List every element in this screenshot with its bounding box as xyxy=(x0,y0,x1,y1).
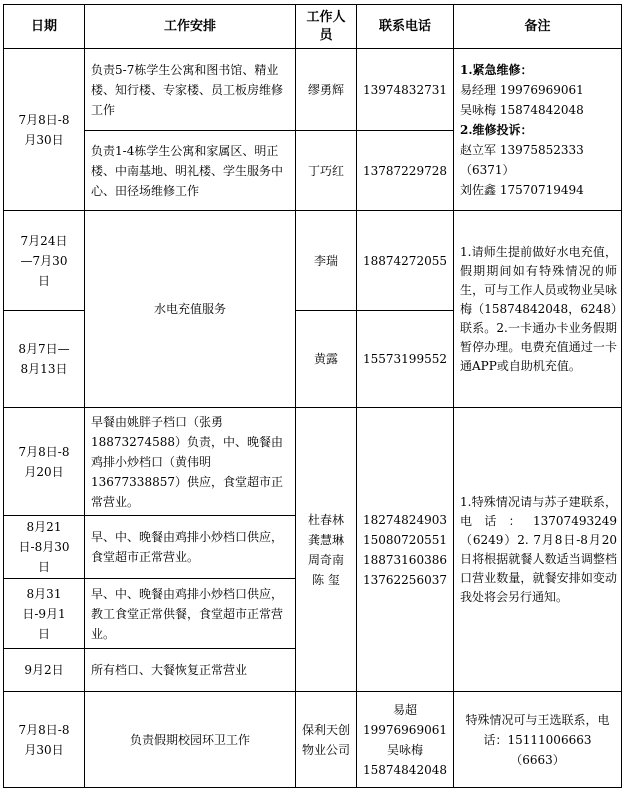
header-date: 日期 xyxy=(4,5,85,49)
date-cell: 7月24日—7月30日 xyxy=(4,211,85,311)
remark-cell: 特殊情况可与王选联系，电话：15111006663（6663） xyxy=(454,692,622,788)
phone-cell: 13787229728 xyxy=(357,131,454,211)
phone-cell xyxy=(357,692,454,788)
staff-cell: 黄露 xyxy=(296,311,357,408)
remark-cell: 1.特殊情况请与苏子建联系，电话：13707493249（6249）2. 7月8日-8月20日将根据就餐人数适当调整档口营业数量，就餐安排如变动我处将会另行通知。 xyxy=(454,408,622,692)
phone-number: 18873160386 xyxy=(363,552,447,567)
staff-cell: 缪勇辉 xyxy=(296,49,357,131)
task-cell: 早、中、晚餐由鸡排小炒档口供应，教工食堂正常供餐，食堂超市正常营业。 xyxy=(85,579,296,649)
remark-heading: 2.维修投诉： xyxy=(460,122,533,137)
remark-line: 刘佐鑫 17570719494 xyxy=(460,182,584,197)
date-cell: 8月21日-8月30日 xyxy=(4,516,85,579)
phone-cell: 13974832731 xyxy=(357,49,454,131)
header-row xyxy=(4,5,622,49)
header-phone: 联系电话 xyxy=(357,5,454,49)
contact-name: 易超 xyxy=(392,702,417,717)
phone-number: 15080720551 xyxy=(363,532,447,547)
table-row xyxy=(4,692,622,788)
phone-cell xyxy=(357,408,454,692)
date-cell: 8月31日-9月1日 xyxy=(4,579,85,649)
header-remark: 备注 xyxy=(454,5,622,49)
phone-number: 13762256037 xyxy=(363,572,447,587)
contact-name: 吴咏梅 xyxy=(386,742,423,757)
task-cell: 水电充值服务 xyxy=(85,211,296,408)
staff-cell: 丁巧红 xyxy=(296,131,357,211)
remark-heading: 1.紧急维修： xyxy=(460,62,533,77)
staff-cell: 杜春林 龚慧琳 周奇南 陈 玺 xyxy=(296,408,357,692)
date-cell: 7月8日-8月20日 xyxy=(4,408,85,516)
task-cell: 负责1-4栋学生公寓和家属区、明正楼、中南基地、明礼楼、学生服务中心、田径场维修工作 xyxy=(85,131,296,211)
remark-line: 赵立军 13975852333 xyxy=(460,142,584,157)
date-cell: 7月8日-8月30日 xyxy=(4,49,85,211)
remark-line: （6371） xyxy=(460,162,515,177)
date-cell: 8月7日—8月13日 xyxy=(4,311,85,408)
schedule-table xyxy=(3,4,622,788)
header-work: 工作安排 xyxy=(85,5,296,49)
date-cell: 9月2日 xyxy=(4,649,85,692)
phone-number: 15874842048 xyxy=(363,762,447,777)
task-cell: 负责假期校园环卫工作 xyxy=(85,692,296,788)
task-cell: 早餐由姚胖子档口（张勇18873274588）负责，中、晚餐由鸡排小炒档口（黄伟明13677338857）供应，食堂超市正常营业。 xyxy=(85,408,296,516)
phone-cell: 15573199552 xyxy=(357,311,454,408)
table-row xyxy=(4,211,622,311)
task-cell: 负责5-7栋学生公寓和图书馆、精业楼、知行楼、专家楼、员工板房维修工作 xyxy=(85,49,296,131)
task-cell: 所有档口、大餐恢复正常营业 xyxy=(85,649,296,692)
remark-line: 吴咏梅 15874842048 xyxy=(460,102,584,117)
remark-cell xyxy=(454,49,622,211)
phone-number: 19976969061 xyxy=(363,722,447,737)
staff-cell: 保利天创物业公司 xyxy=(296,692,357,788)
task-cell: 早、中、晚餐由鸡排小炒档口供应，食堂超市正常营业。 xyxy=(85,516,296,579)
table-row xyxy=(4,408,622,516)
remark-line: 易经理 19976969061 xyxy=(460,82,584,97)
staff-cell: 李瑞 xyxy=(296,211,357,311)
remark-cell: 1.请师生提前做好水电充值，假期期间如有特殊情况的师生，可与工作人员或物业吴咏梅（15874842048，6248）联系。2.一卡通办卡业务假期暂停办理。电费充值通过一卡通APP或自助机充值。 xyxy=(454,211,622,408)
date-cell: 7月8日-8月30日 xyxy=(4,692,85,788)
phone-cell: 18874272055 xyxy=(357,211,454,311)
phone-number: 18274824903 xyxy=(363,512,447,527)
header-staff: 工作人员 xyxy=(296,5,357,49)
table-row xyxy=(4,49,622,131)
